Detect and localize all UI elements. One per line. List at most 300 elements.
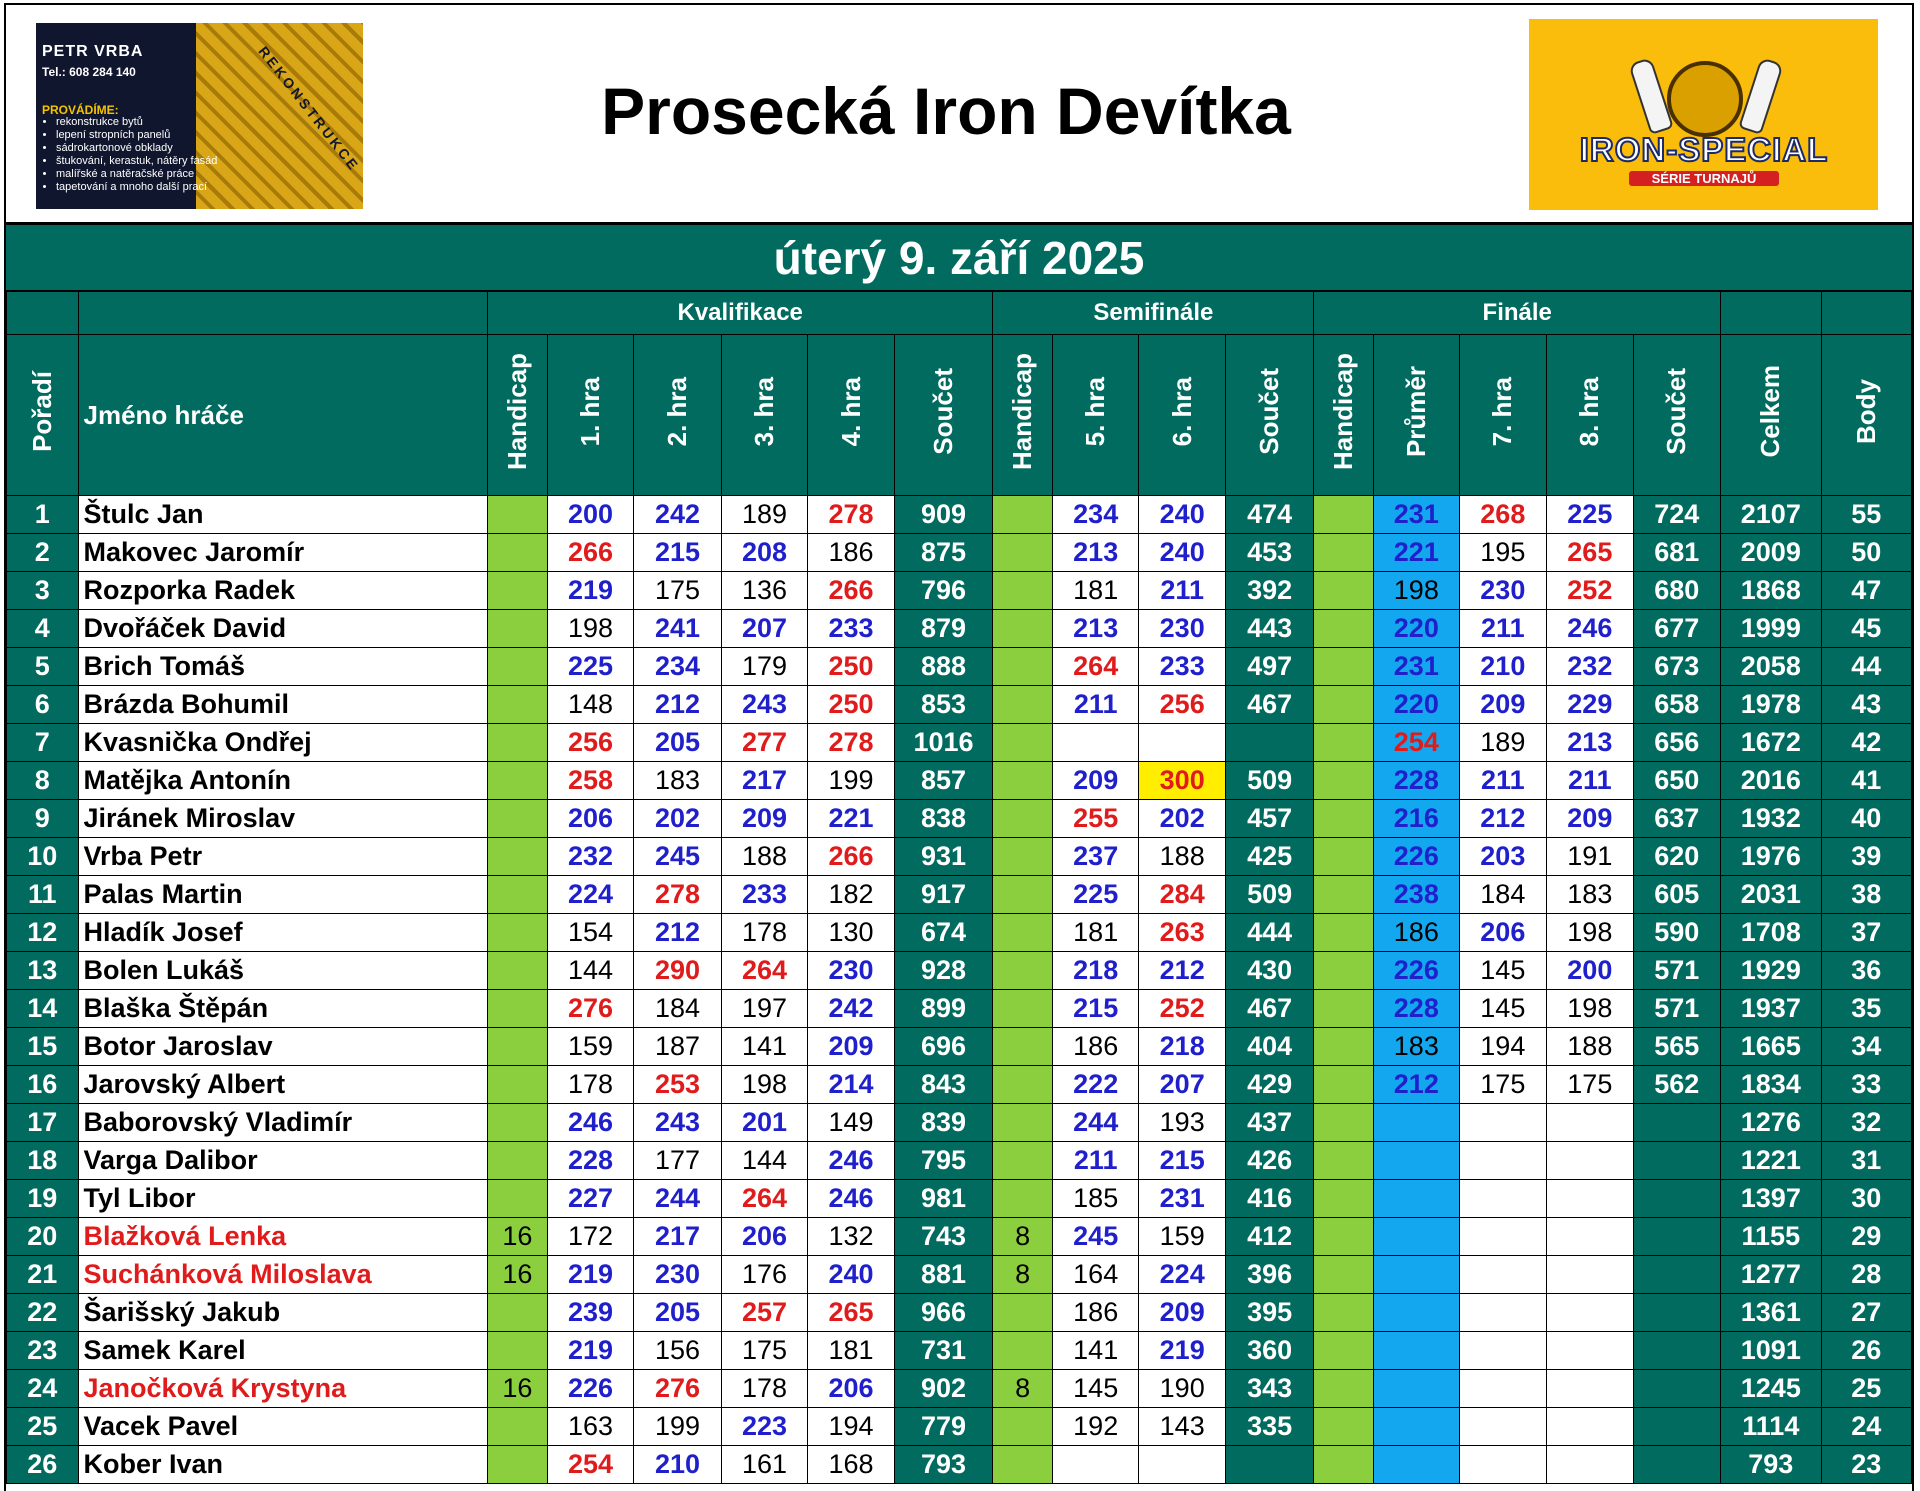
cell-subtotal (1633, 1294, 1720, 1332)
cell-handicap (1314, 1446, 1374, 1484)
results-table-section (6, 225, 1912, 1484)
cell-game: 185 (1052, 1180, 1139, 1218)
cell-game (1547, 1332, 1634, 1370)
cell-subtotal (1633, 1104, 1720, 1142)
table-row (7, 952, 1912, 990)
group-spacer (7, 292, 79, 335)
cell-subtotal: 637 (1633, 800, 1720, 838)
cell-game: 203 (1459, 838, 1546, 876)
cell-game: 233 (808, 610, 895, 648)
cell-subtotal: 931 (894, 838, 993, 876)
cell-subtotal: 795 (894, 1142, 993, 1180)
cell-points: 50 (1821, 534, 1911, 572)
cell-game: 218 (1139, 1028, 1226, 1066)
cell-game (1139, 1446, 1226, 1484)
cell-game: 156 (634, 1332, 721, 1370)
cell-handicap (488, 648, 548, 686)
cell-game: 175 (1459, 1066, 1546, 1104)
cell-total: 1397 (1721, 1180, 1822, 1218)
logo-subtext: SÉRIE TURNAJŮ (1629, 171, 1779, 186)
cell-handicap (993, 1028, 1053, 1066)
cell-points: 27 (1821, 1294, 1911, 1332)
cell-game: 266 (547, 534, 634, 572)
cell-subtotal (1633, 1142, 1720, 1180)
cell-total: 2031 (1721, 876, 1822, 914)
cell-name: Bolen Lukáš (78, 952, 488, 990)
cell-average (1374, 1256, 1460, 1294)
table-row (7, 876, 1912, 914)
table-row (7, 572, 1912, 610)
cell-game: 209 (721, 800, 808, 838)
cell-subtotal: 881 (894, 1256, 993, 1294)
cell-total: 1708 (1721, 914, 1822, 952)
cell-subtotal: 430 (1225, 952, 1313, 990)
cell-game: 210 (1459, 648, 1546, 686)
cell-game: 200 (547, 496, 634, 534)
cell-subtotal: 392 (1225, 572, 1313, 610)
cell-name: Vacek Pavel (78, 1408, 488, 1446)
cell-game: 255 (1052, 800, 1139, 838)
cell-rank: 20 (7, 1218, 79, 1256)
tools-graphic (196, 23, 363, 209)
cell-handicap (488, 496, 548, 534)
cell-handicap (993, 914, 1053, 952)
cell-handicap (993, 1066, 1053, 1104)
cell-handicap (488, 762, 548, 800)
cell-game: 194 (1459, 1028, 1546, 1066)
cell-subtotal: 673 (1633, 648, 1720, 686)
col-hra-6: 6. hra (1139, 335, 1226, 496)
sponsor-name: PETR VRBA (42, 43, 144, 60)
cell-game (1547, 1446, 1634, 1484)
cell-game: 219 (547, 1256, 634, 1294)
cell-handicap (488, 1408, 548, 1446)
cell-game (1459, 1446, 1546, 1484)
cell-total: 793 (1721, 1446, 1822, 1484)
cell-handicap (1314, 990, 1374, 1028)
col-jmeno: Jméno hráče (78, 335, 488, 496)
cell-game: 233 (1139, 648, 1226, 686)
cell-subtotal: 928 (894, 952, 993, 990)
group-header-row (7, 292, 1912, 335)
cell-points: 47 (1821, 572, 1911, 610)
cell-handicap (1314, 648, 1374, 686)
cell-game: 186 (1052, 1028, 1139, 1066)
cell-game: 188 (721, 838, 808, 876)
cell-game: 230 (808, 952, 895, 990)
cell-game: 141 (721, 1028, 808, 1066)
cell-game: 234 (1052, 496, 1139, 534)
cell-handicap: 8 (993, 1256, 1053, 1294)
service-item: • malířské a natěračské práce (56, 168, 217, 181)
date-banner: úterý 9. září 2025 (6, 225, 1912, 291)
cell-game: 193 (1139, 1104, 1226, 1142)
cell-game: 246 (808, 1142, 895, 1180)
col-soucet-3: Součet (1633, 335, 1720, 496)
sponsor-ad-left (36, 23, 363, 209)
cell-game: 148 (547, 686, 634, 724)
group-spacer (78, 292, 488, 335)
cell-game: 221 (808, 800, 895, 838)
cell-points: 45 (1821, 610, 1911, 648)
cell-total: 1665 (1721, 1028, 1822, 1066)
cell-game: 237 (1052, 838, 1139, 876)
group-spacer (1721, 292, 1822, 335)
cell-points: 31 (1821, 1142, 1911, 1180)
col-handicap-1: Handicap (488, 335, 548, 496)
cell-rank: 4 (7, 610, 79, 648)
cell-total: 1672 (1721, 724, 1822, 762)
cell-total: 1929 (1721, 952, 1822, 990)
cell-handicap (1314, 572, 1374, 610)
cell-game: 212 (634, 914, 721, 952)
cell-name: Dvořáček David (78, 610, 488, 648)
cell-game (1459, 1408, 1546, 1446)
table-row (7, 762, 1912, 800)
group-finale: Finále (1314, 292, 1721, 335)
cell-game: 211 (1052, 686, 1139, 724)
cell-total: 1868 (1721, 572, 1822, 610)
table-row (7, 534, 1912, 572)
cell-handicap (993, 496, 1053, 534)
cell-subtotal: 426 (1225, 1142, 1313, 1180)
col-hra-2: 2. hra (634, 335, 721, 496)
cell-game (1547, 1408, 1634, 1446)
cell-game: 278 (808, 496, 895, 534)
cell-subtotal: 412 (1225, 1218, 1313, 1256)
iron-special-logo (1529, 19, 1878, 210)
cell-name: Botor Jaroslav (78, 1028, 488, 1066)
cell-handicap (488, 1142, 548, 1180)
cell-game: 198 (1547, 990, 1634, 1028)
cell-name: Tyl Libor (78, 1180, 488, 1218)
cell-rank: 6 (7, 686, 79, 724)
cell-game (1547, 1180, 1634, 1218)
cell-points: 42 (1821, 724, 1911, 762)
cell-handicap (993, 1408, 1053, 1446)
cell-handicap (1314, 1066, 1374, 1104)
cell-subtotal: 620 (1633, 838, 1720, 876)
cell-rank: 13 (7, 952, 79, 990)
table-row (7, 1104, 1912, 1142)
cell-subtotal: 562 (1633, 1066, 1720, 1104)
cell-game: 179 (721, 648, 808, 686)
cell-game: 214 (808, 1066, 895, 1104)
cell-subtotal: 731 (894, 1332, 993, 1370)
cell-game: 212 (634, 686, 721, 724)
cell-game (1459, 1294, 1546, 1332)
cell-subtotal: 467 (1225, 686, 1313, 724)
cell-game (1459, 1218, 1546, 1256)
cell-game: 182 (808, 876, 895, 914)
cell-game: 258 (547, 762, 634, 800)
cell-handicap (1314, 1294, 1374, 1332)
cell-game: 278 (808, 724, 895, 762)
service-item: • štukování, kerastuk, nátěry fasád (56, 155, 217, 168)
cell-game: 215 (1139, 1142, 1226, 1180)
cell-game: 213 (1052, 534, 1139, 572)
cell-game: 199 (634, 1408, 721, 1446)
cell-name: Varga Dalibor (78, 1142, 488, 1180)
cell-game: 175 (721, 1332, 808, 1370)
bowling-pin-icon (1738, 57, 1784, 135)
cell-subtotal: 838 (894, 800, 993, 838)
cell-subtotal: 839 (894, 1104, 993, 1142)
cell-handicap (993, 952, 1053, 990)
cell-subtotal: 605 (1633, 876, 1720, 914)
sponsor-phone: Tel.: 608 284 140 (42, 65, 136, 79)
cell-game: 219 (547, 572, 634, 610)
cell-game: 207 (1139, 1066, 1226, 1104)
cell-game: 246 (1547, 610, 1634, 648)
cell-average: 183 (1374, 1028, 1460, 1066)
cell-game: 264 (721, 952, 808, 990)
cell-game: 276 (547, 990, 634, 1028)
cell-points: 34 (1821, 1028, 1911, 1066)
cell-game: 276 (634, 1370, 721, 1408)
cell-subtotal: 457 (1225, 800, 1313, 838)
cell-handicap (488, 876, 548, 914)
cell-game: 222 (1052, 1066, 1139, 1104)
cell-game: 149 (808, 1104, 895, 1142)
col-hra-5: 5. hra (1052, 335, 1139, 496)
cell-name: Vrba Petr (78, 838, 488, 876)
cell-game: 136 (721, 572, 808, 610)
cell-handicap (488, 724, 548, 762)
cell-game: 188 (1547, 1028, 1634, 1066)
cell-subtotal (1225, 1446, 1313, 1484)
sponsor-vertical-label: REKONSTRUKCE (255, 43, 363, 175)
cell-rank: 7 (7, 724, 79, 762)
table-row (7, 1142, 1912, 1180)
cell-game: 198 (547, 610, 634, 648)
cell-game: 211 (1052, 1142, 1139, 1180)
cell-game: 145 (1459, 990, 1546, 1028)
sponsor-services-heading: PROVÁDÍME: (42, 103, 119, 117)
cell-handicap: 16 (488, 1218, 548, 1256)
cell-name: Brázda Bohumil (78, 686, 488, 724)
cell-subtotal (1225, 724, 1313, 762)
group-semifinale: Semifinále (993, 292, 1314, 335)
cell-average: 212 (1374, 1066, 1460, 1104)
cell-points: 37 (1821, 914, 1911, 952)
cell-name: Kober Ivan (78, 1446, 488, 1484)
cell-subtotal: 793 (894, 1446, 993, 1484)
cell-rank: 2 (7, 534, 79, 572)
col-hra-4: 4. hra (808, 335, 895, 496)
cell-game (1459, 1256, 1546, 1294)
cell-handicap (488, 838, 548, 876)
cell-game: 189 (721, 496, 808, 534)
table-row (7, 838, 1912, 876)
cell-handicap (1314, 496, 1374, 534)
cell-game: 209 (1052, 762, 1139, 800)
cell-game: 202 (634, 800, 721, 838)
cell-handicap (993, 838, 1053, 876)
cell-rank: 19 (7, 1180, 79, 1218)
cell-rank: 21 (7, 1256, 79, 1294)
cell-average (1374, 1408, 1460, 1446)
cell-subtotal: 879 (894, 610, 993, 648)
cell-average: 238 (1374, 876, 1460, 914)
cell-game: 290 (634, 952, 721, 990)
cell-game: 217 (634, 1218, 721, 1256)
cell-game: 225 (547, 648, 634, 686)
cell-handicap: 16 (488, 1256, 548, 1294)
cell-handicap (1314, 724, 1374, 762)
cell-rank: 14 (7, 990, 79, 1028)
cell-rank: 3 (7, 572, 79, 610)
cell-handicap (488, 990, 548, 1028)
cell-game: 252 (1139, 990, 1226, 1028)
cell-game: 230 (1459, 572, 1546, 610)
service-item: • lepení stropních panelů (56, 129, 217, 142)
cell-subtotal (1633, 1180, 1720, 1218)
cell-handicap (993, 534, 1053, 572)
cell-points: 29 (1821, 1218, 1911, 1256)
cell-subtotal (1633, 1256, 1720, 1294)
cell-subtotal: 509 (1225, 876, 1313, 914)
cell-handicap (488, 534, 548, 572)
cell-points: 23 (1821, 1446, 1911, 1484)
cell-points: 28 (1821, 1256, 1911, 1294)
cell-game: 218 (1052, 952, 1139, 990)
cell-game: 191 (1547, 838, 1634, 876)
cell-rank: 15 (7, 1028, 79, 1066)
cell-game: 208 (721, 534, 808, 572)
cell-game: 144 (721, 1142, 808, 1180)
cell-handicap (488, 1104, 548, 1142)
results-table (6, 291, 1912, 1484)
cell-subtotal: 658 (1633, 686, 1720, 724)
cell-game: 187 (634, 1028, 721, 1066)
cell-game: 213 (1547, 724, 1634, 762)
cell-handicap (993, 724, 1053, 762)
group-kvalifikace: Kvalifikace (488, 292, 993, 335)
cell-subtotal (1633, 1446, 1720, 1484)
cell-game: 177 (634, 1142, 721, 1180)
cell-handicap (993, 572, 1053, 610)
cell-total: 1932 (1721, 800, 1822, 838)
cell-rank: 1 (7, 496, 79, 534)
cell-average: 220 (1374, 610, 1460, 648)
table-row (7, 648, 1912, 686)
table-row (7, 610, 1912, 648)
service-item: • tapetování a mnoho další prací (56, 181, 217, 194)
cell-points: 33 (1821, 1066, 1911, 1104)
cell-game: 209 (808, 1028, 895, 1066)
cell-name: Rozporka Radek (78, 572, 488, 610)
cell-game: 233 (721, 876, 808, 914)
col-hra-8: 8. hra (1547, 335, 1634, 496)
cell-game: 219 (547, 1332, 634, 1370)
cell-name: Hladík Josef (78, 914, 488, 952)
cell-total: 1114 (1721, 1408, 1822, 1446)
cell-game: 163 (547, 1408, 634, 1446)
cell-rank: 12 (7, 914, 79, 952)
cell-game (1547, 1256, 1634, 1294)
cell-average: 226 (1374, 952, 1460, 990)
cell-game: 213 (1052, 610, 1139, 648)
page-title: Prosecká Iron Devítka (601, 74, 1291, 148)
cell-game: 226 (547, 1370, 634, 1408)
cell-average (1374, 1180, 1460, 1218)
cell-name: Brich Tomáš (78, 648, 488, 686)
col-poradi: Pořadí (7, 335, 79, 496)
cell-subtotal: 909 (894, 496, 993, 534)
cell-subtotal: 680 (1633, 572, 1720, 610)
cell-average (1374, 1332, 1460, 1370)
cell-handicap (488, 1332, 548, 1370)
cell-rank: 18 (7, 1142, 79, 1180)
cell-game: 201 (721, 1104, 808, 1142)
cell-game: 168 (808, 1446, 895, 1484)
cell-game: 205 (634, 724, 721, 762)
cell-game: 240 (808, 1256, 895, 1294)
cell-average: 231 (1374, 496, 1460, 534)
cell-game: 229 (1547, 686, 1634, 724)
cell-subtotal: 396 (1225, 1256, 1313, 1294)
service-item: • rekonstrukce bytů (56, 116, 217, 129)
cell-game: 202 (1139, 800, 1226, 838)
table-row (7, 990, 1912, 1028)
cell-subtotal: 696 (894, 1028, 993, 1066)
cell-total: 1091 (1721, 1332, 1822, 1370)
cell-subtotal: 857 (894, 762, 993, 800)
cell-subtotal: 444 (1225, 914, 1313, 952)
cell-game: 194 (808, 1408, 895, 1446)
cell-handicap (993, 1332, 1053, 1370)
cell-subtotal: 571 (1633, 990, 1720, 1028)
cell-points: 35 (1821, 990, 1911, 1028)
cell-game: 300 (1139, 762, 1226, 800)
col-prumer: Průměr (1374, 335, 1460, 496)
cell-game: 176 (721, 1256, 808, 1294)
cell-game: 181 (1052, 914, 1139, 952)
cell-handicap (993, 1294, 1053, 1332)
cell-handicap (1314, 914, 1374, 952)
cell-handicap (1314, 876, 1374, 914)
cell-handicap: 16 (488, 1370, 548, 1408)
cell-handicap (488, 610, 548, 648)
cell-points: 40 (1821, 800, 1911, 838)
cell-game: 243 (634, 1104, 721, 1142)
cell-rank: 8 (7, 762, 79, 800)
cell-game: 205 (634, 1294, 721, 1332)
cell-subtotal: 360 (1225, 1332, 1313, 1370)
cell-game: 277 (721, 724, 808, 762)
cell-handicap (1314, 534, 1374, 572)
cell-game: 145 (1052, 1370, 1139, 1408)
cell-game: 223 (721, 1408, 808, 1446)
cell-subtotal: 429 (1225, 1066, 1313, 1104)
cell-subtotal: 779 (894, 1408, 993, 1446)
cell-game (1547, 1142, 1634, 1180)
cell-handicap (1314, 952, 1374, 990)
cell-game: 246 (547, 1104, 634, 1142)
cell-game: 224 (1139, 1256, 1226, 1294)
cell-handicap (993, 800, 1053, 838)
cell-subtotal: 899 (894, 990, 993, 1028)
cell-game (1052, 724, 1139, 762)
cell-average: 254 (1374, 724, 1460, 762)
cell-name: Kvasnička Ondřej (78, 724, 488, 762)
cell-handicap (1314, 1104, 1374, 1142)
cell-game: 230 (1139, 610, 1226, 648)
cell-game: 175 (1547, 1066, 1634, 1104)
cell-name: Janočková Krystyna (78, 1370, 488, 1408)
cell-handicap (1314, 762, 1374, 800)
